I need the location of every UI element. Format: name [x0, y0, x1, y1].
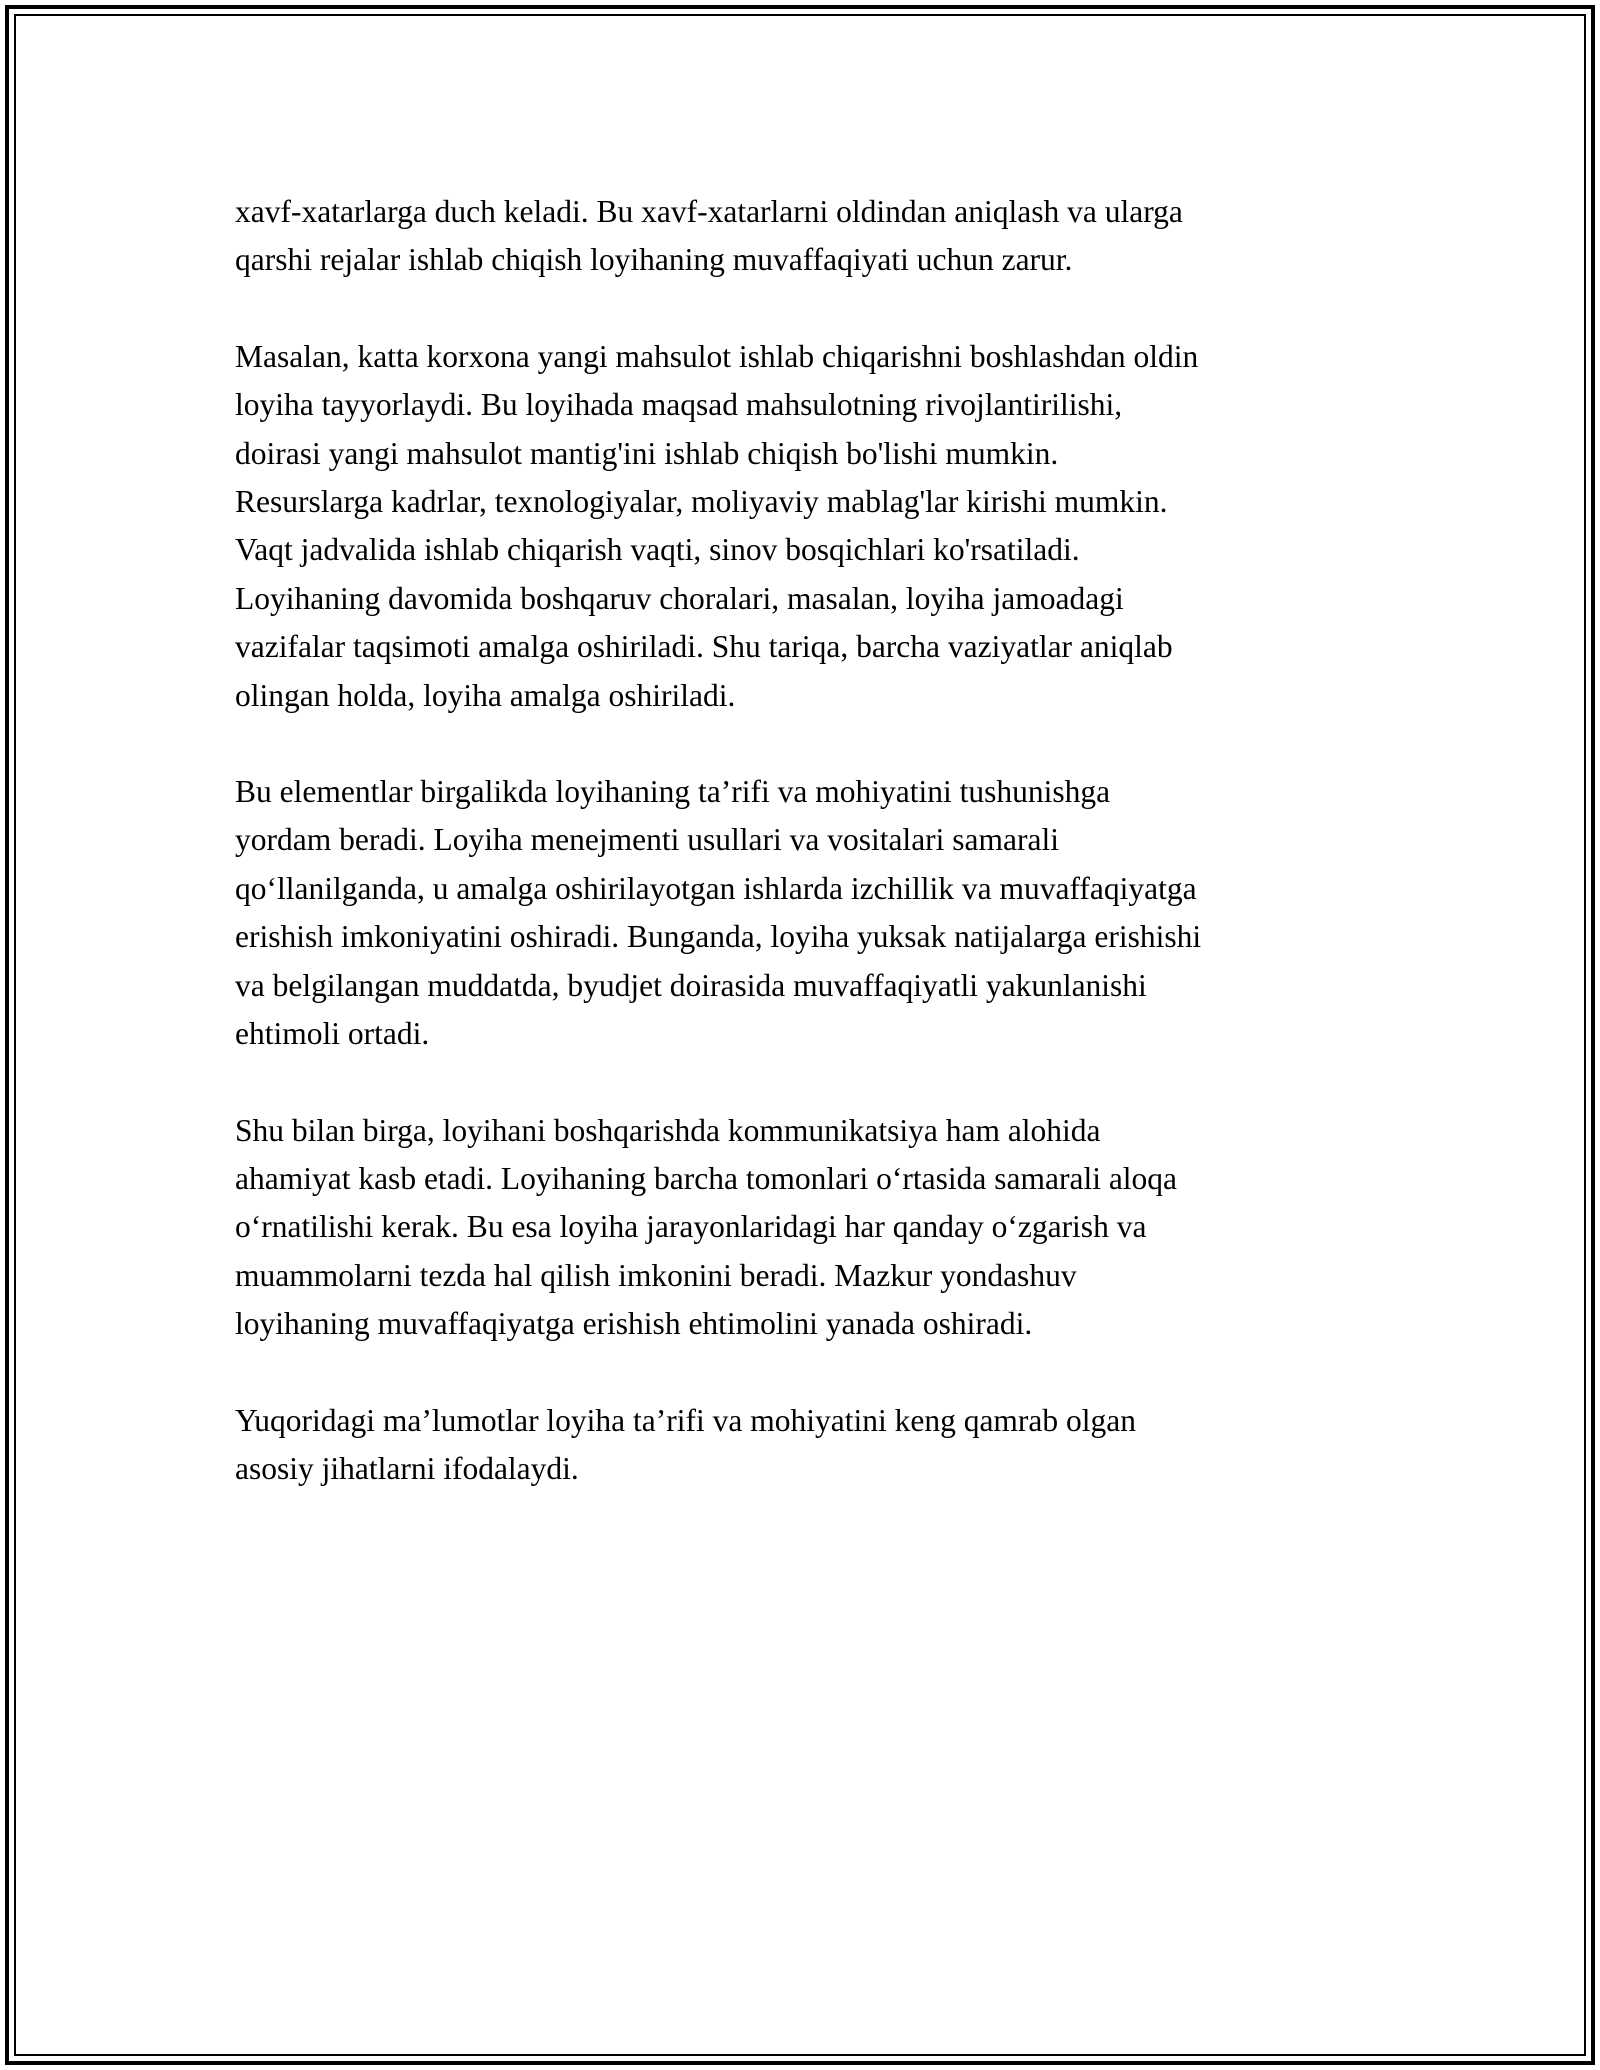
paragraph-risks: xavf-xatarlarga duch keladi. Bu xavf-xatarlarni oldindan aniqlash va ularga qarshi rejalar ishlab chiqish loyihaning muvaffaqiyati uchun zarur. — [235, 194, 1183, 278]
paragraph-communication: Shu bilan birga, loyihani boshqarishda kommunikatsiya ham alohida ahamiyat kasb etadi. Loyihaning barcha tomonlari o‘rtasida samarali aloqa o‘rnatilishi kerak. Bu esa loyiha jarayonlaridagi har qanday o‘zgarish va muammolarni tezda hal qilish imkonini beradi. Mazkur yondashuv loyihaning muvaffaqiyatga erishish ehtimolini yanada oshiradi. — [235, 1112, 1178, 1342]
paragraph-elements: Bu elementlar birgalikda loyihaning ta’rifi va mohiyatini tushunishga yordam beradi. Loyiha menejmenti usullari va vositalari samarali qo‘llanilganda, u amalga oshirilayotgan ishlarda izchillik va muvaffaqiyatga erishish imkoniyatini oshiradi. Bunganda, loyiha yuksak natijalarga erishishi va belgilangan muddatda, byudjet doirasida muvaffaqiyatli yakunlanishi ehtimoli ortadi. — [235, 774, 1202, 1052]
document-body — [235, 188, 1365, 1541]
paragraph-conclusion: Yuqoridagi ma’lumotlar loyiha ta’rifi va mohiyatini keng qamrab olgan asosiy jihatlarni ifodalaydi. — [235, 1402, 1137, 1486]
paragraph-example: Masalan, katta korxona yangi mahsulot ishlab chiqarishni boshlashdan oldin loyiha tayyorlaydi. Bu loyihada maqsad mahsulotning rivojlantirilishi, doirasi yangi mahsulot mantig'ini ishlab chiqish bo'lishi mumkin. Resurslarga kadrlar, texnologiyalar, moliyaviy mablag'lar kirishi mumkin. Vaqt jadvalida ishlab chiqarish vaqti, sinov bosqichlari ko'rsatiladi. Loyihaning davomida boshqaruv choralari, masalan, loyiha jamoadagi vazifalar taqsimoti amalga oshiriladi. Shu tariqa, barcha vaziyatlar aniqlab olingan holda, loyiha amalga oshiriladi. — [235, 338, 1199, 713]
